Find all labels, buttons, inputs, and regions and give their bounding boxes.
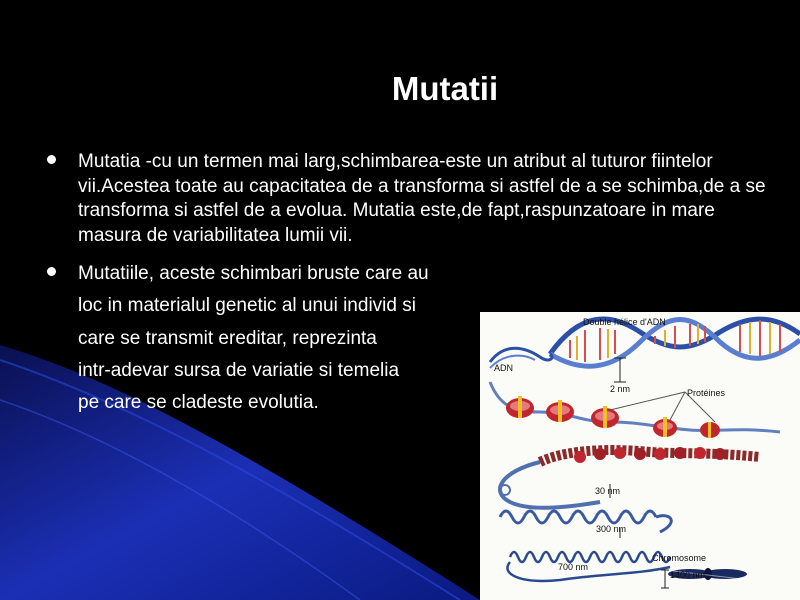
label-300nm: 300 nm bbox=[596, 524, 627, 534]
dna-chromosome-diagram bbox=[480, 312, 800, 600]
label-1400nm: 1400 nm bbox=[670, 570, 706, 580]
label-adn: ADN bbox=[494, 363, 514, 373]
label-2nm: 2 nm bbox=[610, 384, 631, 394]
bullet-dot-icon bbox=[47, 267, 56, 276]
bullet-2-line: pe care se cladeste evolutia. bbox=[78, 392, 319, 413]
label-double-helix: Double hélice d'ADN bbox=[583, 317, 666, 327]
label-proteines: Protéines bbox=[687, 388, 726, 398]
bullet-2-line: intr-adevar sursa de variatie si temelia bbox=[78, 360, 400, 381]
bullet-2-line: care se transmit ereditar, reprezinta bbox=[78, 328, 377, 349]
bullet-dot-icon bbox=[47, 155, 56, 164]
bullet-text-1: Mutatia -cu un termen mai larg,schimbarea-este un atribut al tuturor fiintelor vii.Acestea toate au capacitatea de a transforma si astfel de a se schimba,de a se transforma si astfel de a evolua. Mutatia este,de fapt,raspunzatoare in mare masura de variabilitatea lumii vii. bbox=[78, 151, 766, 246]
label-chromosome: Chromosome bbox=[652, 553, 707, 563]
slide-title: Mutatii bbox=[391, 70, 499, 107]
label-700nm: 700 nm bbox=[558, 562, 589, 572]
bullet-2-line: loc in materialul genetic al unui individ si bbox=[78, 295, 416, 316]
label-30nm: 30 nm bbox=[595, 486, 621, 496]
bullet-2-line: Mutatiile, aceste schimbari bruste care au bbox=[78, 263, 429, 284]
